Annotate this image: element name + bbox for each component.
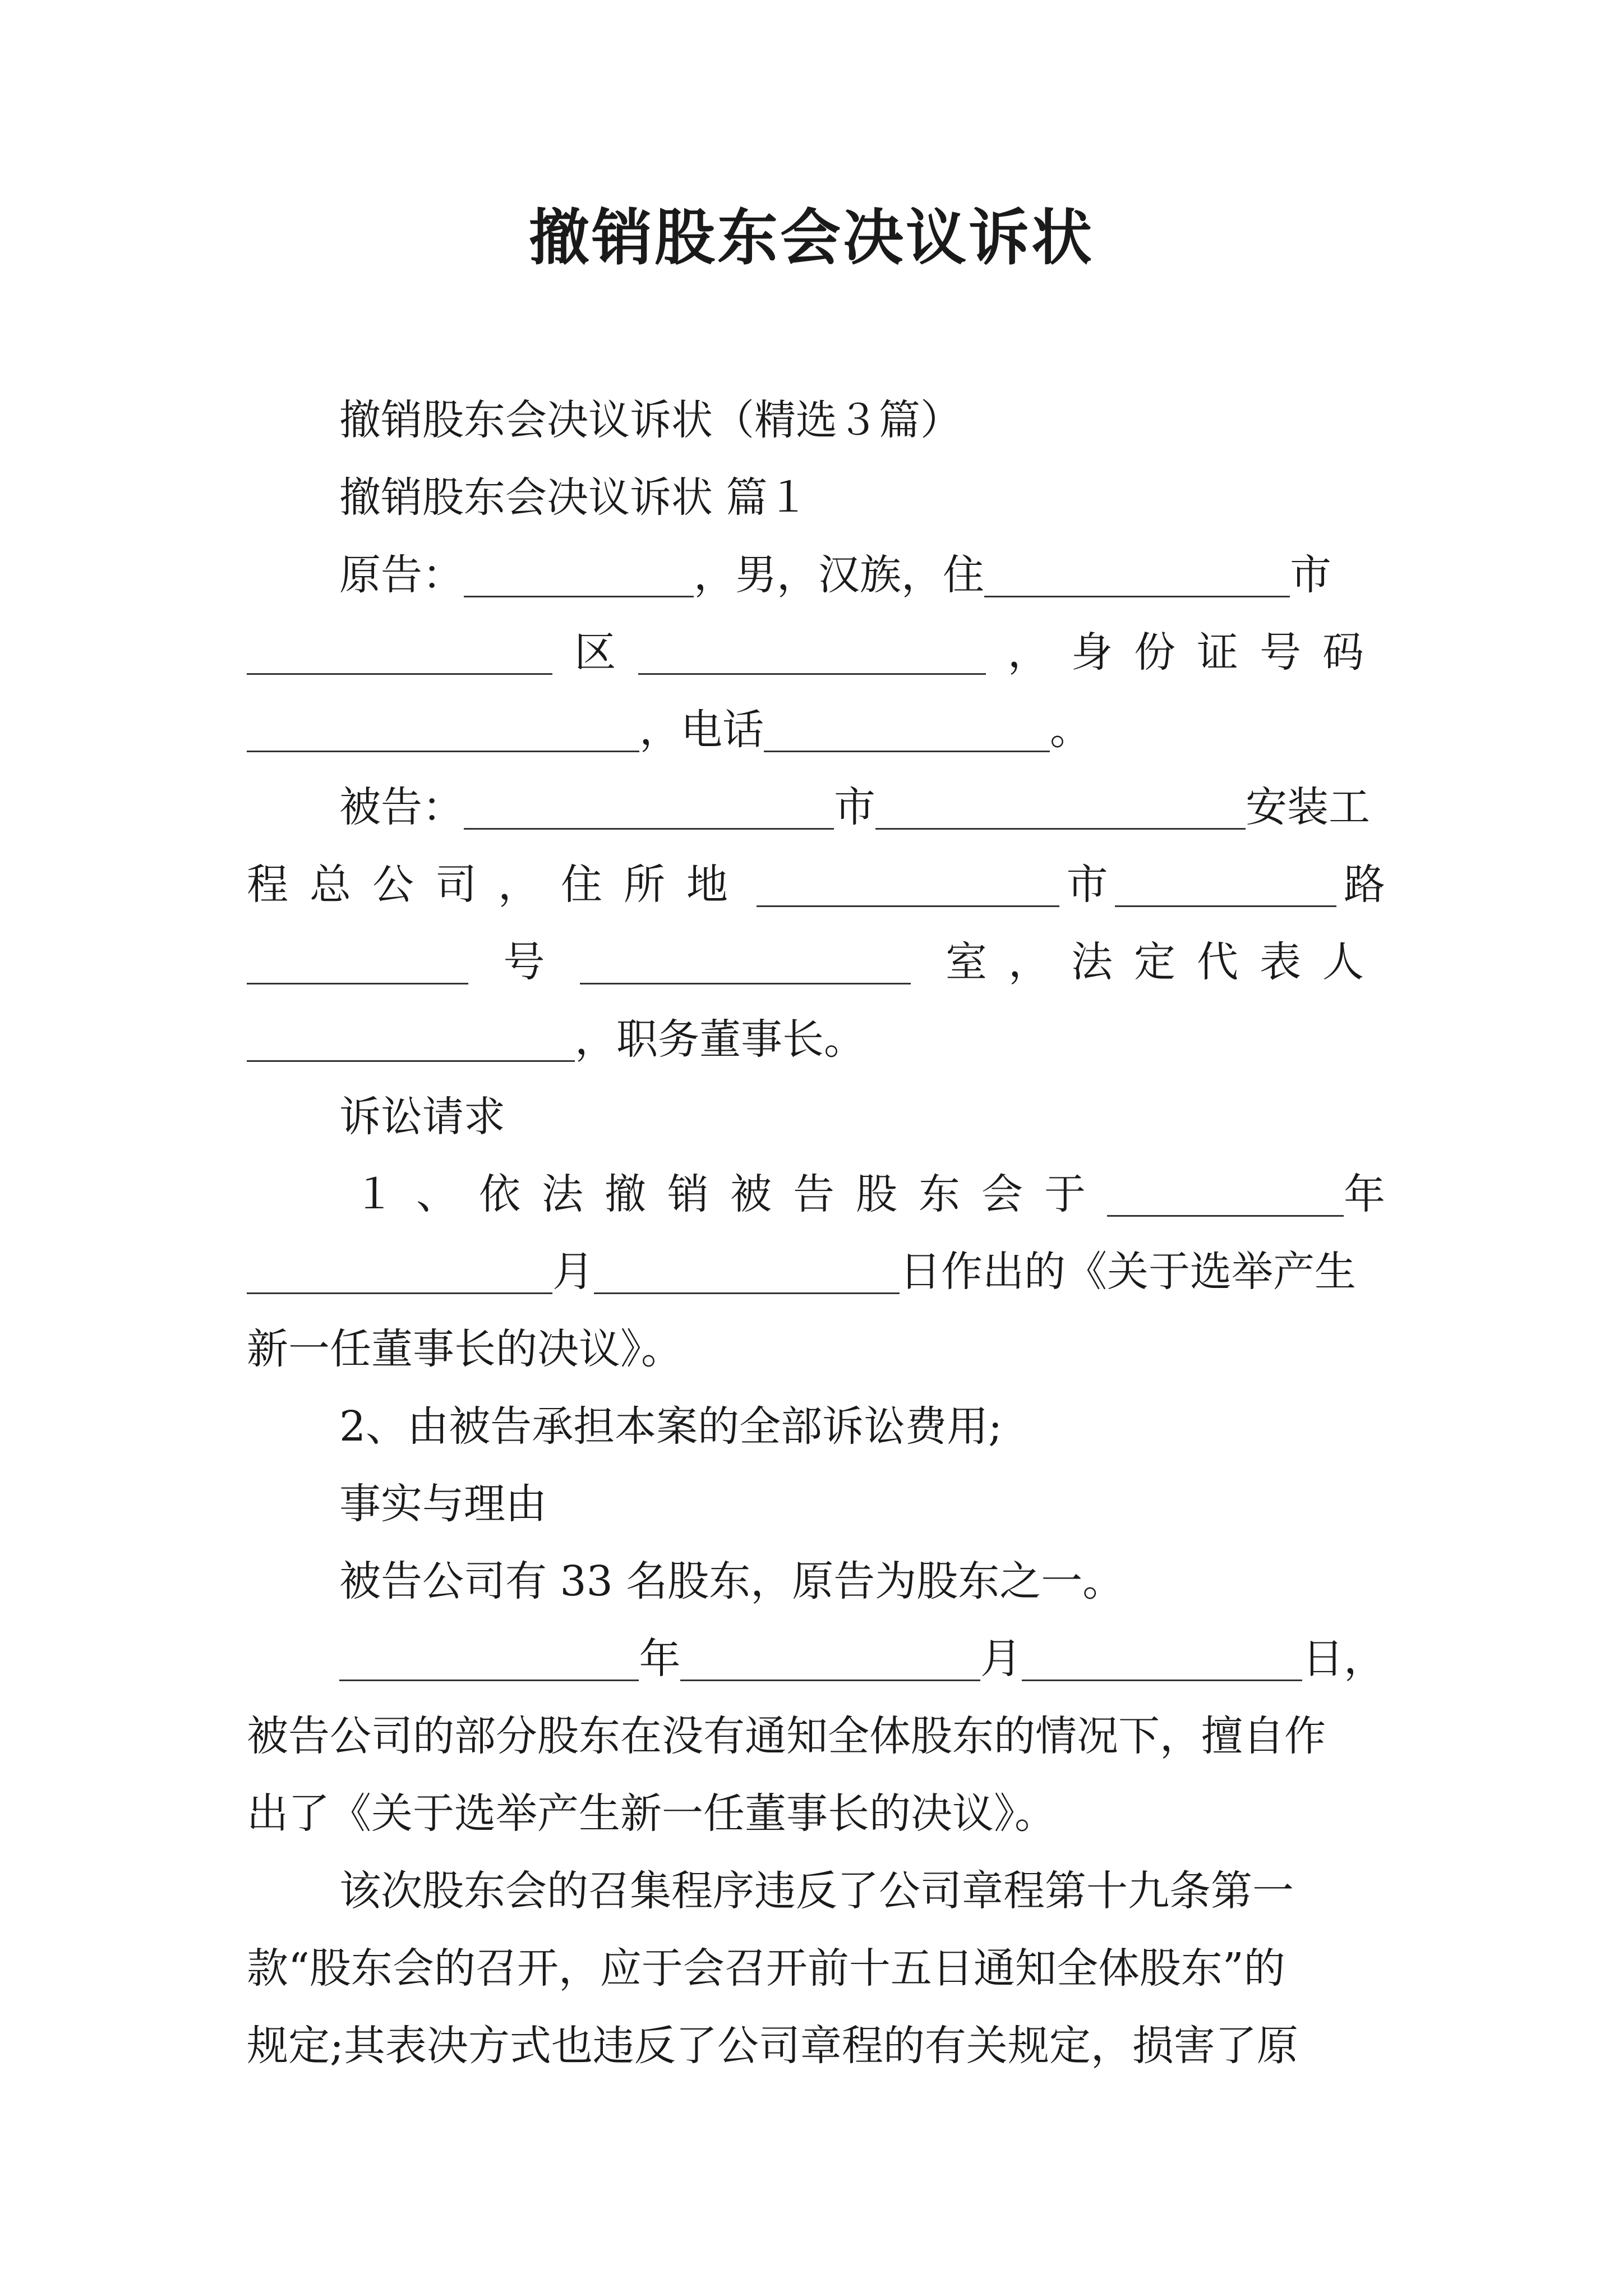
defendant-line <box>247 1001 1385 1078</box>
text-run: 安装工 <box>1246 783 1370 831</box>
blank-field <box>1022 1645 1302 1681</box>
text-run: 市 <box>1290 551 1331 599</box>
blank-field <box>594 1258 900 1294</box>
text-run: １、依法撤销被告股东会于 <box>353 1170 1107 1218</box>
text-run: 被告公司有 33 名股东，原告为股东之一。 <box>339 1557 1124 1605</box>
text-run: ，职务董事长。 <box>575 1015 865 1064</box>
blank-field <box>247 1258 552 1294</box>
facts-line <box>247 2007 1385 2085</box>
text-run: ，电话 <box>639 706 764 754</box>
blank-field <box>638 638 986 675</box>
text-run: 室，法定代表人 <box>945 938 1385 986</box>
blank-field <box>580 948 911 984</box>
blank-field <box>339 1645 639 1681</box>
text-run: 路 <box>1344 861 1385 909</box>
blank-field <box>764 716 1050 752</box>
request-line <box>247 1233 1385 1310</box>
blank-field <box>247 716 639 752</box>
plaintiff-line <box>247 614 1385 691</box>
document-body <box>247 381 1385 2085</box>
request-line <box>247 1388 1385 1465</box>
text-run: 原告： <box>339 551 464 599</box>
facts-line <box>247 1852 1385 1930</box>
request-line <box>247 1156 1385 1233</box>
blank-field <box>1107 1180 1344 1217</box>
text-run: 该次股东会的召集程序违反了公司章程第十九条第一 <box>339 1867 1294 1915</box>
section-heading <box>247 1078 1385 1156</box>
blank-field <box>984 561 1290 597</box>
blank-field <box>247 948 468 984</box>
text-run: 被告： <box>339 783 464 831</box>
text-run: 规定;其表决方式也违反了公司章程的有关规定，损害了原 <box>247 2022 1298 2070</box>
text-run: 撤销股东会决议诉状 篇１ <box>339 473 809 522</box>
text-run: 市 <box>1066 861 1108 909</box>
text-run: 身份证号码 <box>1071 628 1385 677</box>
text-run: 程总公司，住所地 <box>247 861 749 909</box>
facts-line <box>247 1697 1385 1775</box>
text-run: 市 <box>834 783 875 831</box>
text-run: 日， <box>1302 1635 1385 1683</box>
section-heading <box>247 1465 1385 1543</box>
text-run: 。 <box>1050 706 1091 754</box>
facts-line <box>247 1930 1385 2007</box>
blank-field <box>247 1025 575 1062</box>
defendant-line <box>247 846 1385 923</box>
text-run: 诉讼请求 <box>339 1093 505 1141</box>
document-title: 撤销股东会决议诉状 <box>528 203 1094 273</box>
blank-field <box>875 793 1246 830</box>
text-run: 月 <box>552 1248 594 1296</box>
plaintiff-line <box>247 536 1385 614</box>
text-run: 出了《关于选举产生新一任董事长的决议》。 <box>247 1789 1056 1838</box>
text-run: ， <box>1007 628 1049 677</box>
blank-field <box>247 638 552 675</box>
blank-field <box>464 793 834 830</box>
text-run: 撤销股东会决议诉状（精选３篇） <box>339 396 962 444</box>
blank-field <box>1115 871 1336 907</box>
blank-field <box>680 1645 980 1681</box>
plaintiff-line <box>247 691 1385 769</box>
facts-line <box>247 1620 1385 1697</box>
text-run: 年 <box>639 1635 681 1683</box>
facts-line <box>247 1775 1385 1852</box>
text-run: 新一任董事长的决议》。 <box>247 1325 683 1373</box>
text-run: 2、由被告承担本案的全部诉讼费用; <box>339 1402 1003 1451</box>
request-line <box>247 1310 1385 1388</box>
text-run: 年 <box>1344 1170 1385 1218</box>
text-run: 款“股东会的召开，应于会召开前十五日通知全体股东”的 <box>247 1944 1285 1993</box>
text-run: 号 <box>503 938 545 986</box>
text-run: 事实与理由 <box>339 1480 547 1528</box>
defendant-line <box>247 923 1385 1001</box>
blank-field <box>757 871 1059 907</box>
facts-line <box>247 1543 1385 1620</box>
subtitle-line <box>247 381 1385 459</box>
defendant-line <box>247 769 1385 846</box>
blank-field <box>464 561 694 597</box>
text-run: 日作出的《关于选举产生 <box>900 1248 1356 1296</box>
section-heading <box>247 459 1385 536</box>
text-run: ，男，汉族，住 <box>694 551 984 599</box>
text-run: 月 <box>980 1635 1022 1683</box>
text-run: 被告公司的部分股东在没有通知全体股东的情况下，擅自作 <box>247 1712 1326 1760</box>
text-run: 区 <box>574 628 616 677</box>
